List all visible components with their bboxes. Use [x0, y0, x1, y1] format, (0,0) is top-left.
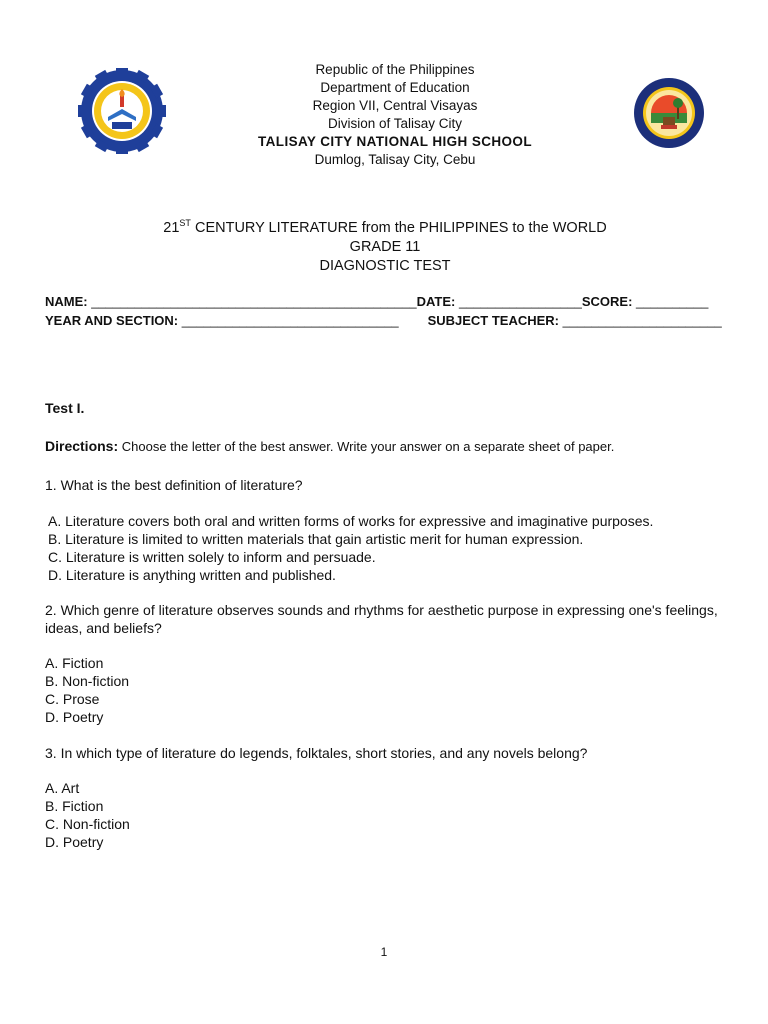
directions-text: Choose the letter of the best answer. Write your answer on a separate sheet of paper. — [118, 439, 615, 454]
country-line: Republic of the Philippines — [315, 62, 475, 77]
info-row-name-date-score — [45, 292, 708, 311]
region-line: Region VII, Central Visayas — [312, 98, 478, 113]
subject-title: 21ST CENTURY LITERATURE from the PHILIPPINES to the WORLD — [163, 218, 607, 236]
subject-teacher-label: SUBJECT TEACHER: — [427, 313, 563, 328]
option-c: C. Literature is written solely to inform and persuade. — [48, 549, 376, 565]
directions-label: Directions: — [45, 438, 119, 454]
option-d: D. Literature is anything written and published. — [48, 567, 336, 583]
subject-teacher-blank[interactable]: ______________________ — [562, 313, 722, 328]
school-address: Dumlog, Talisay City, Cebu — [314, 152, 476, 167]
info-row-section-teacher — [45, 311, 722, 330]
option-a: A. Fiction — [45, 655, 104, 671]
school-seal-logo — [78, 68, 166, 154]
grade-level: GRADE 11 — [349, 239, 421, 255]
directions — [45, 438, 614, 454]
school-name: TALISAY CITY NATIONAL HIGH SCHOOL — [258, 134, 532, 149]
date-blank[interactable]: _________________ — [458, 294, 582, 309]
question-2-options — [45, 654, 129, 726]
name-label: NAME: — [45, 294, 92, 309]
question-1-options — [48, 512, 653, 584]
date-label: DATE: — [416, 294, 459, 309]
score-label: SCORE: — [581, 294, 637, 309]
option-b: B. Fiction — [45, 798, 104, 814]
option-c: C. Non-fiction — [45, 816, 130, 832]
division-seal-logo — [633, 77, 705, 149]
score-blank[interactable]: __________ — [636, 294, 709, 309]
question-1: 1. What is the best definition of literature? — [45, 477, 303, 493]
option-c: C. Prose — [45, 691, 100, 707]
option-d: D. Poetry — [45, 834, 104, 850]
question-2: 2. Which genre of literature observes sounds and rhythms for aesthetic purpose in expressing one's feelings, ideas, and beliefs? — [45, 602, 718, 636]
option-a: A. Art — [45, 780, 80, 796]
year-section-label: YEAR AND SECTION: — [45, 313, 182, 328]
test-type: DIAGNOSTIC TEST — [319, 258, 451, 274]
question-3: 3. In which type of literature do legends, folktales, short stories, and any novels belong? — [45, 745, 588, 761]
option-b: B. Literature is limited to written materials that gain artistic merit for human expression. — [48, 531, 584, 547]
name-blank[interactable]: _____________________________________________ — [91, 294, 417, 309]
option-d: D. Poetry — [45, 709, 104, 725]
letterhead — [200, 61, 590, 169]
department-line: Department of Education — [320, 80, 470, 95]
exam-title-block — [120, 219, 650, 276]
option-a: A. Literature covers both oral and written forms of works for expressive and imaginative purposes. — [48, 513, 654, 529]
page-number: 1 — [380, 945, 388, 959]
division-line: Division of Talisay City — [327, 116, 463, 131]
year-section-blank[interactable]: ______________________________ — [181, 313, 399, 328]
test-heading: Test I. — [45, 400, 85, 416]
question-3-options — [45, 779, 130, 851]
option-b: B. Non-fiction — [45, 673, 130, 689]
